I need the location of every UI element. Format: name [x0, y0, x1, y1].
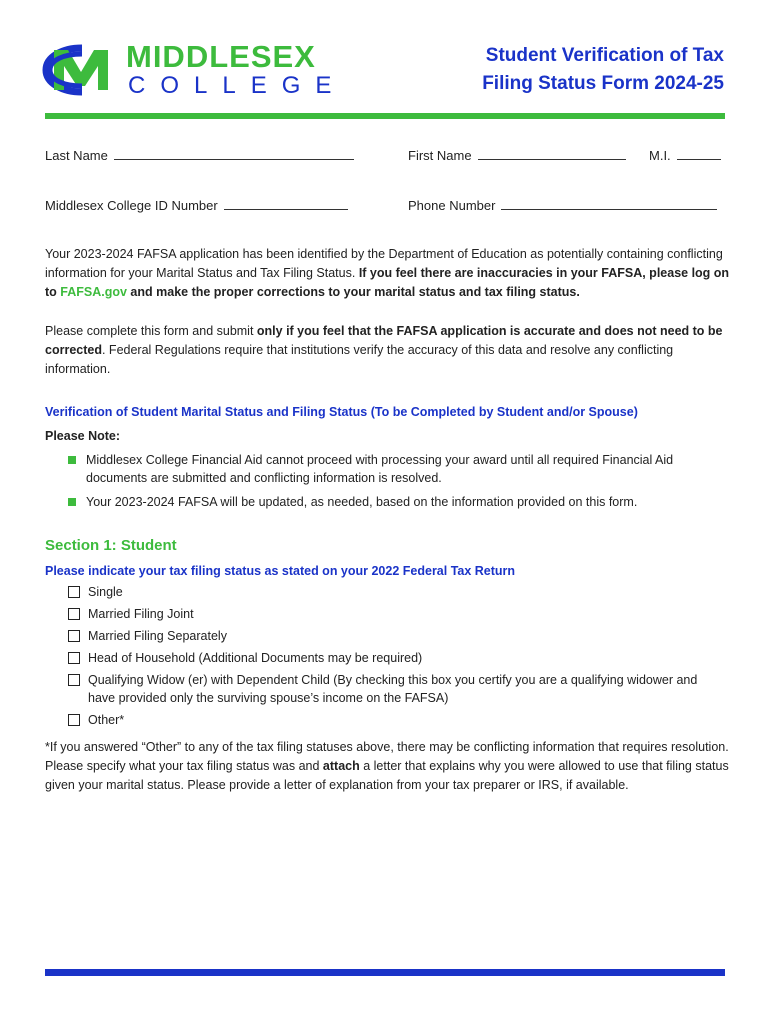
please-note-label: Please Note: [45, 429, 121, 443]
option-label: Qualifying Widow (er) with Dependent Child (By checking this box you certify you are a qualifying widower and have provided only the surviving spouse’s income on the FAFSA) [88, 673, 698, 705]
intro-text: Your 2023-2024 FAFSA application has been identified by the Department of Education as potentially containing conflicting information for your Marital Status and Tax Filing Status. [45, 247, 723, 280]
option-label: Married Filing Separately [88, 629, 227, 643]
id-number-label: Middlesex College ID Number [45, 198, 218, 213]
option-qualifying-widow[interactable] [68, 671, 718, 707]
mi-label: M.I. [649, 148, 671, 163]
intro-paragraph-2 [45, 322, 730, 379]
other-footnote [45, 738, 730, 795]
phone-field[interactable] [408, 198, 717, 214]
first-name-line[interactable] [478, 148, 626, 160]
intro2-text: Please complete this form and submit [45, 324, 257, 338]
verification-heading: Verification of Student Marital Status and Filing Status (To be Completed by Student and/or Spouse) [45, 405, 638, 419]
intro-bold-text-2: and make the proper corrections to your marital status and tax filing status. [126, 285, 580, 299]
checkbox[interactable] [68, 674, 80, 686]
first-name-field[interactable] [408, 148, 626, 164]
option-label: Other* [88, 713, 125, 727]
option-married-filing-separately[interactable] [68, 627, 718, 645]
note-bullet-1 [68, 451, 718, 487]
form-title [384, 42, 724, 98]
fafsa-link[interactable]: FAFSA.gov [60, 285, 127, 299]
id-number-line[interactable] [224, 198, 348, 210]
form-title-line1: Student Verification of Tax [485, 45, 724, 66]
checkbox[interactable] [68, 652, 80, 664]
mi-field[interactable] [649, 148, 721, 164]
phone-line[interactable] [501, 198, 717, 210]
option-label: Married Filing Joint [88, 607, 194, 621]
first-name-label: First Name [408, 148, 472, 163]
footer-divider [45, 969, 725, 976]
tax-status-prompt: Please indicate your tax filing status as stated on your 2022 Federal Tax Return [45, 564, 516, 578]
footnote-text-2: a letter that explains why you were allowed to use that filing status given your marital status. Please provide a letter of explanation from your tax preparer or IRS, if available. [45, 759, 729, 792]
phone-label: Phone Number [408, 198, 496, 213]
footnote-text: *If you answered “Other” to any of the tax filing statuses above, there may be conflicting information that requires resolution. Please specify what your tax filing status was and [45, 740, 729, 773]
checkbox[interactable] [68, 714, 80, 726]
note-bullet-2 [68, 493, 718, 511]
logo-wordmark-college: COLLEGE [128, 72, 347, 99]
option-single[interactable] [68, 583, 718, 601]
note-bullet-text: Your 2023-2024 FAFSA will be updated, as needed, based on the information provided on this form. [86, 495, 638, 509]
section-1-title: Section 1: Student [45, 537, 177, 554]
option-label: Single [88, 585, 123, 599]
note-bullet-text: Middlesex College Financial Aid cannot proceed with processing your award until all required Financial Aid documents are submitted and conflicting information is resolved. [86, 453, 674, 485]
intro2-bold-text: only if you feel that the FAFSA application is accurate and does not need to be corrected [45, 324, 723, 357]
logo-wordmark-middlesex: MIDDLESEX [126, 39, 316, 74]
option-head-of-household[interactable] [68, 649, 718, 667]
option-label: Head of Household (Additional Documents may be required) [88, 651, 423, 665]
checkbox[interactable] [68, 608, 80, 620]
green-bullet-icon [68, 498, 76, 506]
college-logo [42, 39, 347, 100]
checkbox[interactable] [68, 586, 80, 598]
checkbox[interactable] [68, 630, 80, 642]
intro2-text-2: . Federal Regulations require that institutions verify the accuracy of this data and resolve any conflicting information. [45, 343, 674, 376]
header-divider [45, 113, 725, 119]
intro-paragraph-1 [45, 245, 730, 302]
last-name-field[interactable] [45, 148, 354, 164]
green-bullet-icon [68, 456, 76, 464]
last-name-line[interactable] [114, 148, 354, 160]
option-other[interactable] [68, 711, 718, 729]
form-title-line2: Filing Status Form 2024-25 [482, 73, 724, 94]
mc-monogram-icon [42, 42, 120, 98]
option-married-filing-joint[interactable] [68, 605, 718, 623]
last-name-label: Last Name [45, 148, 108, 163]
footnote-bold-attach: attach [322, 759, 360, 773]
id-number-field[interactable] [45, 198, 348, 214]
intro-bold-text: If you feel there are inaccuracies in your FAFSA, please log on to [45, 266, 730, 299]
mi-line[interactable] [677, 148, 721, 160]
